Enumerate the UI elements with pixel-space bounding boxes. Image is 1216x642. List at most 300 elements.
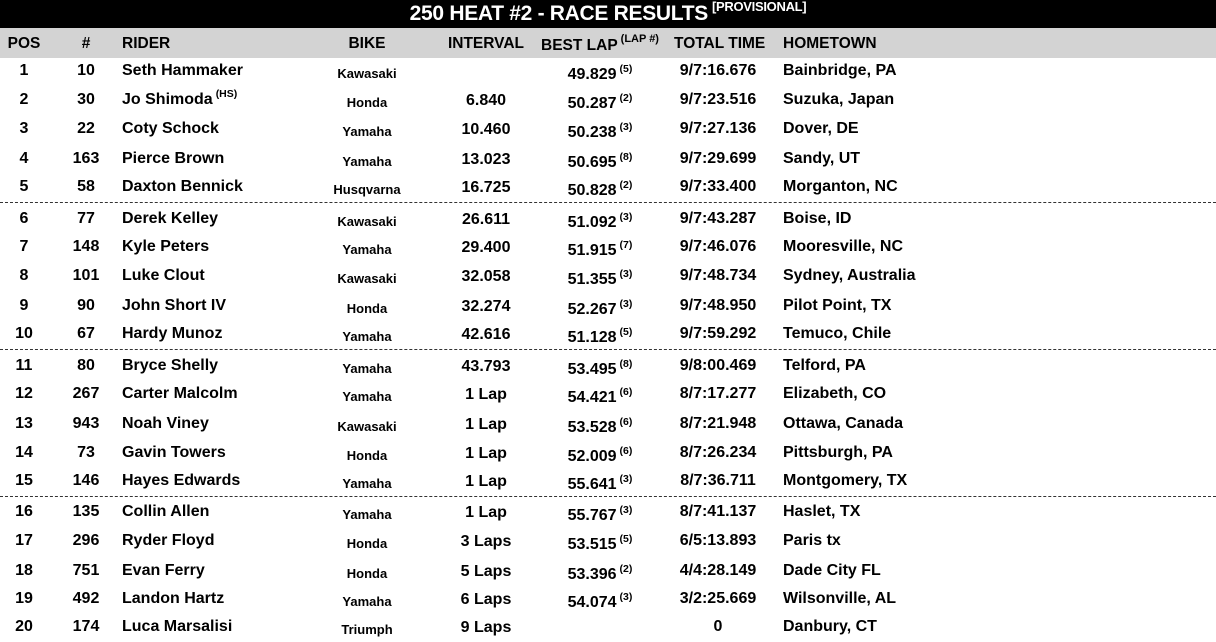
total-time-text: 9/7:43.287 <box>679 210 757 227</box>
rider-name-text: Luke Clout <box>122 267 205 284</box>
header-best-lap <box>540 33 660 55</box>
bike-make <box>320 448 414 463</box>
row-pos <box>0 562 48 580</box>
row-pos <box>0 532 48 550</box>
total-time-text: 9/7:29.699 <box>679 150 757 167</box>
best-lap-time <box>540 63 660 84</box>
rider-number-text: 135 <box>72 503 100 520</box>
table-row <box>0 411 1216 439</box>
rider-number-text: 146 <box>72 472 100 489</box>
table-row <box>0 558 1216 586</box>
provisional-label: [PROVISIONAL] <box>712 0 807 14</box>
interval-gap <box>446 416 526 434</box>
rider-name-text: Coty Schock <box>122 120 219 137</box>
hometown-text: Suzuka, Japan <box>783 91 895 108</box>
hometown-text: Wilsonville, AL <box>783 590 897 607</box>
best-lap-number: (6) <box>619 445 633 457</box>
rider-name <box>122 415 212 433</box>
total-time <box>674 91 762 109</box>
group-divider <box>0 349 1216 350</box>
interval-gap-text: 9 Laps <box>460 619 512 636</box>
race-title: 250 HEAT #2 - RACE RESULTS <box>409 2 708 25</box>
best-lap-time <box>540 298 660 319</box>
total-time <box>674 62 762 80</box>
hometown-text: Pilot Point, TX <box>783 297 892 314</box>
table-row <box>0 174 1216 202</box>
best-lap-number: (5) <box>619 533 633 545</box>
table-row <box>0 87 1216 115</box>
row-pos-text: 20 <box>15 618 33 635</box>
rider-number <box>64 120 108 138</box>
total-time <box>674 618 762 636</box>
total-time-text: 9/7:33.400 <box>679 178 757 195</box>
bike-make <box>320 242 414 257</box>
bike-make <box>320 507 414 522</box>
bike-make <box>320 594 414 609</box>
rider-name <box>122 590 227 608</box>
rider-name-text: Jo Shimoda <box>122 91 213 108</box>
row-pos <box>0 120 48 138</box>
total-time <box>674 415 762 433</box>
interval-gap-text: 32.274 <box>461 298 511 315</box>
hometown <box>783 62 897 80</box>
row-pos-text: 13 <box>15 415 33 432</box>
best-lap-time <box>540 268 660 289</box>
interval-gap <box>446 619 526 637</box>
row-pos <box>0 590 48 608</box>
hometown-text: Temuco, Chile <box>783 325 892 342</box>
interval-gap <box>446 386 526 404</box>
total-time <box>674 562 762 580</box>
row-pos <box>0 297 48 315</box>
rider-name <box>122 150 227 168</box>
rider-number <box>64 150 108 168</box>
hometown <box>783 150 860 168</box>
interval-gap-text: 43.793 <box>461 358 511 375</box>
best-lap-time-text: 51.355 <box>567 271 617 288</box>
bike-make-text: Yamaha <box>342 361 392 376</box>
interval-gap <box>446 298 526 316</box>
best-lap-time <box>540 473 660 494</box>
interval-gap <box>446 239 526 257</box>
row-pos-text: 19 <box>15 590 33 607</box>
interval-gap-text: 29.400 <box>461 239 511 256</box>
hometown-text: Boise, ID <box>783 210 852 227</box>
bike-make <box>320 182 414 197</box>
best-lap-number: (3) <box>619 268 633 280</box>
rider-number-text: 943 <box>72 415 100 432</box>
rider-number <box>64 62 108 80</box>
rider-number-text: 492 <box>72 590 100 607</box>
hometown <box>783 178 898 196</box>
rider-number <box>64 385 108 403</box>
total-time <box>674 590 762 608</box>
bike-make-text: Yamaha <box>342 329 392 344</box>
best-lap-time <box>540 151 660 172</box>
best-lap-time <box>540 121 660 142</box>
total-time <box>674 325 762 343</box>
table-row <box>0 321 1216 349</box>
best-lap-number: (8) <box>619 151 633 163</box>
rider-number <box>64 503 108 521</box>
bike-make-text: Honda <box>346 536 388 551</box>
best-lap-time-text: 51.128 <box>567 329 617 346</box>
row-pos-text: 1 <box>19 62 29 79</box>
row-pos <box>0 472 48 490</box>
total-time-text: 9/8:00.469 <box>679 357 757 374</box>
hometown-text: Morganton, NC <box>783 178 898 195</box>
row-pos-text: 12 <box>15 385 33 402</box>
table-row <box>0 440 1216 468</box>
page-title <box>0 0 1216 28</box>
row-pos-text: 7 <box>19 238 29 255</box>
table-row <box>0 381 1216 409</box>
rider-number-text: 77 <box>77 210 95 227</box>
interval-gap-text: 1 Lap <box>465 386 507 403</box>
interval-gap-text: 13.023 <box>461 151 511 168</box>
row-pos-text: 10 <box>15 325 33 342</box>
row-pos-text: 9 <box>19 297 29 314</box>
best-lap-time <box>540 326 660 347</box>
table-row <box>0 58 1216 86</box>
rider-name-text: Pierce Brown <box>122 150 225 167</box>
row-pos-text: 5 <box>19 178 29 195</box>
row-pos-text: 11 <box>15 357 33 374</box>
best-lap-time-text: 53.396 <box>567 566 617 583</box>
rider-number-text: 67 <box>77 325 95 342</box>
interval-gap <box>446 445 526 463</box>
interval-gap <box>446 326 526 344</box>
rider-number <box>64 618 108 636</box>
total-time-text: 8/7:36.711 <box>680 472 756 489</box>
bike-make <box>320 124 414 139</box>
best-lap-time-text: 50.695 <box>567 154 617 171</box>
best-lap-time <box>540 622 660 640</box>
rider-number <box>64 472 108 490</box>
interval-gap-text: 1 Lap <box>465 416 507 433</box>
best-lap-number: (3) <box>619 298 633 310</box>
total-time <box>674 178 762 196</box>
hometown-text: Telford, PA <box>783 357 866 374</box>
best-lap-time-text: 55.767 <box>567 507 617 524</box>
bike-make <box>320 476 414 491</box>
best-lap-time-text: 50.287 <box>567 95 617 112</box>
best-lap-number: (3) <box>619 211 633 223</box>
rider-name <box>122 210 221 228</box>
rider-number-text: 296 <box>72 532 100 549</box>
best-lap-time <box>540 445 660 466</box>
row-pos <box>0 238 48 256</box>
rider-name <box>122 532 217 550</box>
best-lap-time-text: 51.915 <box>567 242 617 259</box>
bike-make <box>320 389 414 404</box>
best-lap-time-text: 54.074 <box>567 594 617 611</box>
header-rider: RIDER <box>122 35 171 52</box>
interval-gap-text: 6.840 <box>465 92 507 109</box>
hometown-text: Haslet, TX <box>783 503 861 520</box>
interval-gap <box>446 92 526 110</box>
row-pos-text: 4 <box>19 150 29 167</box>
rider-number-text: 73 <box>77 444 95 461</box>
total-time <box>674 267 762 285</box>
hometown <box>783 357 866 375</box>
row-pos-text: 3 <box>19 120 29 137</box>
interval-gap-text: 1 Lap <box>465 504 507 521</box>
bike-make <box>320 622 414 637</box>
row-pos-text: 8 <box>19 267 29 284</box>
bike-make-text: Husqvarna <box>333 182 401 197</box>
row-pos <box>0 210 48 228</box>
table-row <box>0 353 1216 381</box>
rider-number-text: 267 <box>72 385 100 402</box>
best-lap-time <box>540 211 660 232</box>
bike-make-text: Yamaha <box>342 507 392 522</box>
rider-name <box>122 178 246 196</box>
rider-name <box>122 62 246 80</box>
total-time-text: 9/7:27.136 <box>679 120 757 137</box>
best-lap-time <box>540 591 660 612</box>
bike-make <box>320 419 414 434</box>
row-pos <box>0 91 48 109</box>
best-lap-number: (5) <box>619 326 633 338</box>
bike-make-text: Yamaha <box>342 476 392 491</box>
rider-number <box>64 238 108 256</box>
rider-number-text: 22 <box>77 120 95 137</box>
hometown <box>783 503 860 521</box>
bike-make-text: Kawasaki <box>337 271 397 286</box>
bike-make <box>320 214 414 229</box>
best-lap-number: (3) <box>619 473 633 485</box>
table-row <box>0 234 1216 262</box>
interval-gap <box>446 358 526 376</box>
bike-make <box>320 361 414 376</box>
table-header <box>0 28 1216 58</box>
hometown <box>783 618 877 636</box>
row-pos-text: 6 <box>19 210 29 227</box>
row-pos <box>0 178 48 196</box>
total-time-text: 9/7:16.676 <box>679 62 757 79</box>
hometown-text: Mooresville, NC <box>783 238 904 255</box>
table-row <box>0 586 1216 614</box>
rider-number <box>64 415 108 433</box>
rider-name-text: Carter Malcolm <box>122 385 238 402</box>
rider-name-text: Landon Hartz <box>122 590 225 607</box>
bike-make-text: Kawasaki <box>337 66 397 81</box>
interval-gap <box>446 563 526 581</box>
row-pos <box>0 618 48 636</box>
interval-gap-text: 5 Laps <box>460 563 512 580</box>
bike-make <box>320 154 414 169</box>
total-time-text: 3/2:25.669 <box>679 590 757 607</box>
best-lap-time <box>540 179 660 200</box>
total-time-text: 4/4:28.149 <box>679 562 757 579</box>
total-time-text: 0 <box>713 618 723 635</box>
total-time <box>674 444 762 462</box>
rider-number <box>64 357 108 375</box>
interval-gap-text: 26.611 <box>461 211 511 228</box>
best-lap-number: (3) <box>619 121 633 133</box>
hometown-text: Pittsburgh, PA <box>783 444 893 461</box>
bike-make <box>320 271 414 286</box>
rider-name-text: Noah Viney <box>122 415 209 432</box>
rider-name <box>122 357 221 375</box>
header-total-time: TOTAL TIME <box>674 35 766 52</box>
rider-name <box>122 88 238 109</box>
bike-make <box>320 66 414 81</box>
best-lap-time-text: 52.009 <box>567 448 617 465</box>
hometown <box>783 297 891 315</box>
bike-make-text: Yamaha <box>342 124 392 139</box>
total-time-text: 9/7:48.950 <box>679 297 757 314</box>
best-lap-time-text: 50.828 <box>567 182 617 199</box>
best-lap-time-text: 53.515 <box>567 536 617 553</box>
total-time-text: 6/5:13.893 <box>679 532 757 549</box>
table-row <box>0 263 1216 291</box>
group-divider <box>0 496 1216 497</box>
hometown <box>783 325 891 343</box>
row-pos <box>0 444 48 462</box>
total-time-text: 8/7:41.137 <box>679 503 757 520</box>
hometown-text: Paris tx <box>783 532 841 549</box>
total-time <box>674 385 762 403</box>
best-lap-time-text: 53.528 <box>567 419 617 436</box>
table-row <box>0 528 1216 556</box>
best-lap-number: (6) <box>619 416 633 428</box>
row-pos <box>0 62 48 80</box>
rider-name <box>122 385 241 403</box>
rider-number <box>64 562 108 580</box>
rider-name <box>122 267 208 285</box>
rider-number-text: 751 <box>72 562 100 579</box>
bike-make-text: Honda <box>346 566 388 581</box>
hometown-text: Elizabeth, CO <box>783 385 887 402</box>
best-lap-time-text: 51.092 <box>567 214 617 231</box>
table-row <box>0 468 1216 496</box>
rider-number <box>64 444 108 462</box>
bike-make-text: Honda <box>346 95 388 110</box>
rider-number-text: 80 <box>77 357 95 374</box>
row-pos-text: 18 <box>15 562 33 579</box>
interval-gap <box>446 211 526 229</box>
table-row <box>0 206 1216 234</box>
hometown <box>783 120 859 138</box>
header-lap-number-label: (LAP #) <box>620 33 659 45</box>
hometown-text: Dover, DE <box>783 120 859 137</box>
interval-gap <box>446 591 526 609</box>
row-pos <box>0 503 48 521</box>
rider-name <box>122 472 243 490</box>
total-time-text: 9/7:59.292 <box>679 325 757 342</box>
row-pos <box>0 267 48 285</box>
rider-name-text: John Short IV <box>122 297 226 314</box>
row-pos <box>0 415 48 433</box>
hometown-text: Montgomery, TX <box>783 472 908 489</box>
best-lap-number: (8) <box>619 358 633 370</box>
rider-name-text: Hardy Munoz <box>122 325 223 342</box>
hometown <box>783 590 896 608</box>
total-time <box>674 297 762 315</box>
hometown-text: Ottawa, Canada <box>783 415 904 432</box>
interval-gap <box>446 268 526 286</box>
hometown <box>783 91 894 109</box>
interval-gap-text: 1 Lap <box>465 473 507 490</box>
bike-make-text: Yamaha <box>342 389 392 404</box>
rider-name <box>122 444 229 462</box>
hometown-text: Sydney, Australia <box>783 267 916 284</box>
rider-number <box>64 325 108 343</box>
best-lap-time <box>540 386 660 407</box>
total-time-text: 9/7:23.516 <box>679 91 757 108</box>
group-divider <box>0 202 1216 203</box>
rider-name-text: Ryder Floyd <box>122 532 215 549</box>
best-lap-number: (6) <box>619 386 633 398</box>
hometown-text: Dade City FL <box>783 562 881 579</box>
best-lap-number: (3) <box>619 504 633 516</box>
best-lap-time-text: 55.641 <box>567 476 617 493</box>
rider-name-text: Seth Hammaker <box>122 62 243 79</box>
interval-gap <box>446 121 526 139</box>
total-time <box>674 120 762 138</box>
rider-name <box>122 120 222 138</box>
interval-gap-text: 1 Lap <box>465 445 507 462</box>
header-bike: BIKE <box>348 35 386 52</box>
row-pos-text: 2 <box>19 91 29 108</box>
table-row <box>0 116 1216 144</box>
rider-number <box>64 178 108 196</box>
rider-number-text: 10 <box>77 62 95 79</box>
best-lap-number: (7) <box>619 239 633 251</box>
rider-name <box>122 297 229 315</box>
interval-gap <box>446 504 526 522</box>
rider-number-text: 90 <box>77 297 95 314</box>
best-lap-number: (2) <box>619 92 633 104</box>
best-lap-number: (5) <box>619 63 633 75</box>
total-time <box>674 238 762 256</box>
interval-gap-text: 32.058 <box>461 268 511 285</box>
rider-number-text: 174 <box>72 618 100 635</box>
hometown-text: Danbury, CT <box>783 618 877 635</box>
rider-name <box>122 618 235 636</box>
total-time <box>674 150 762 168</box>
bike-make-text: Kawasaki <box>337 419 397 434</box>
best-lap-time-text: 52.267 <box>567 301 617 318</box>
total-time-text: 9/7:46.076 <box>679 238 757 255</box>
interval-gap-text: 6 Laps <box>460 591 512 608</box>
hometown <box>783 532 841 550</box>
total-time <box>674 472 762 490</box>
best-lap-time <box>540 358 660 379</box>
rider-name <box>122 238 212 256</box>
hometown <box>783 415 903 433</box>
hometown <box>783 210 851 228</box>
interval-gap <box>446 179 526 197</box>
rider-name <box>122 562 208 580</box>
header-interval: INTERVAL <box>447 35 525 52</box>
rider-number-text: 30 <box>77 91 95 108</box>
header-pos: POS <box>7 35 41 52</box>
total-time <box>674 357 762 375</box>
total-time-text: 8/7:21.948 <box>679 415 757 432</box>
rider-name-text: Daxton Bennick <box>122 178 243 195</box>
bike-make-text: Yamaha <box>342 154 392 169</box>
total-time <box>674 210 762 228</box>
row-pos <box>0 150 48 168</box>
interval-gap-text: 16.725 <box>461 179 511 196</box>
table-row <box>0 499 1216 527</box>
bike-make <box>320 566 414 581</box>
rider-name-text: Derek Kelley <box>122 210 219 227</box>
best-lap-number: (2) <box>619 179 633 191</box>
